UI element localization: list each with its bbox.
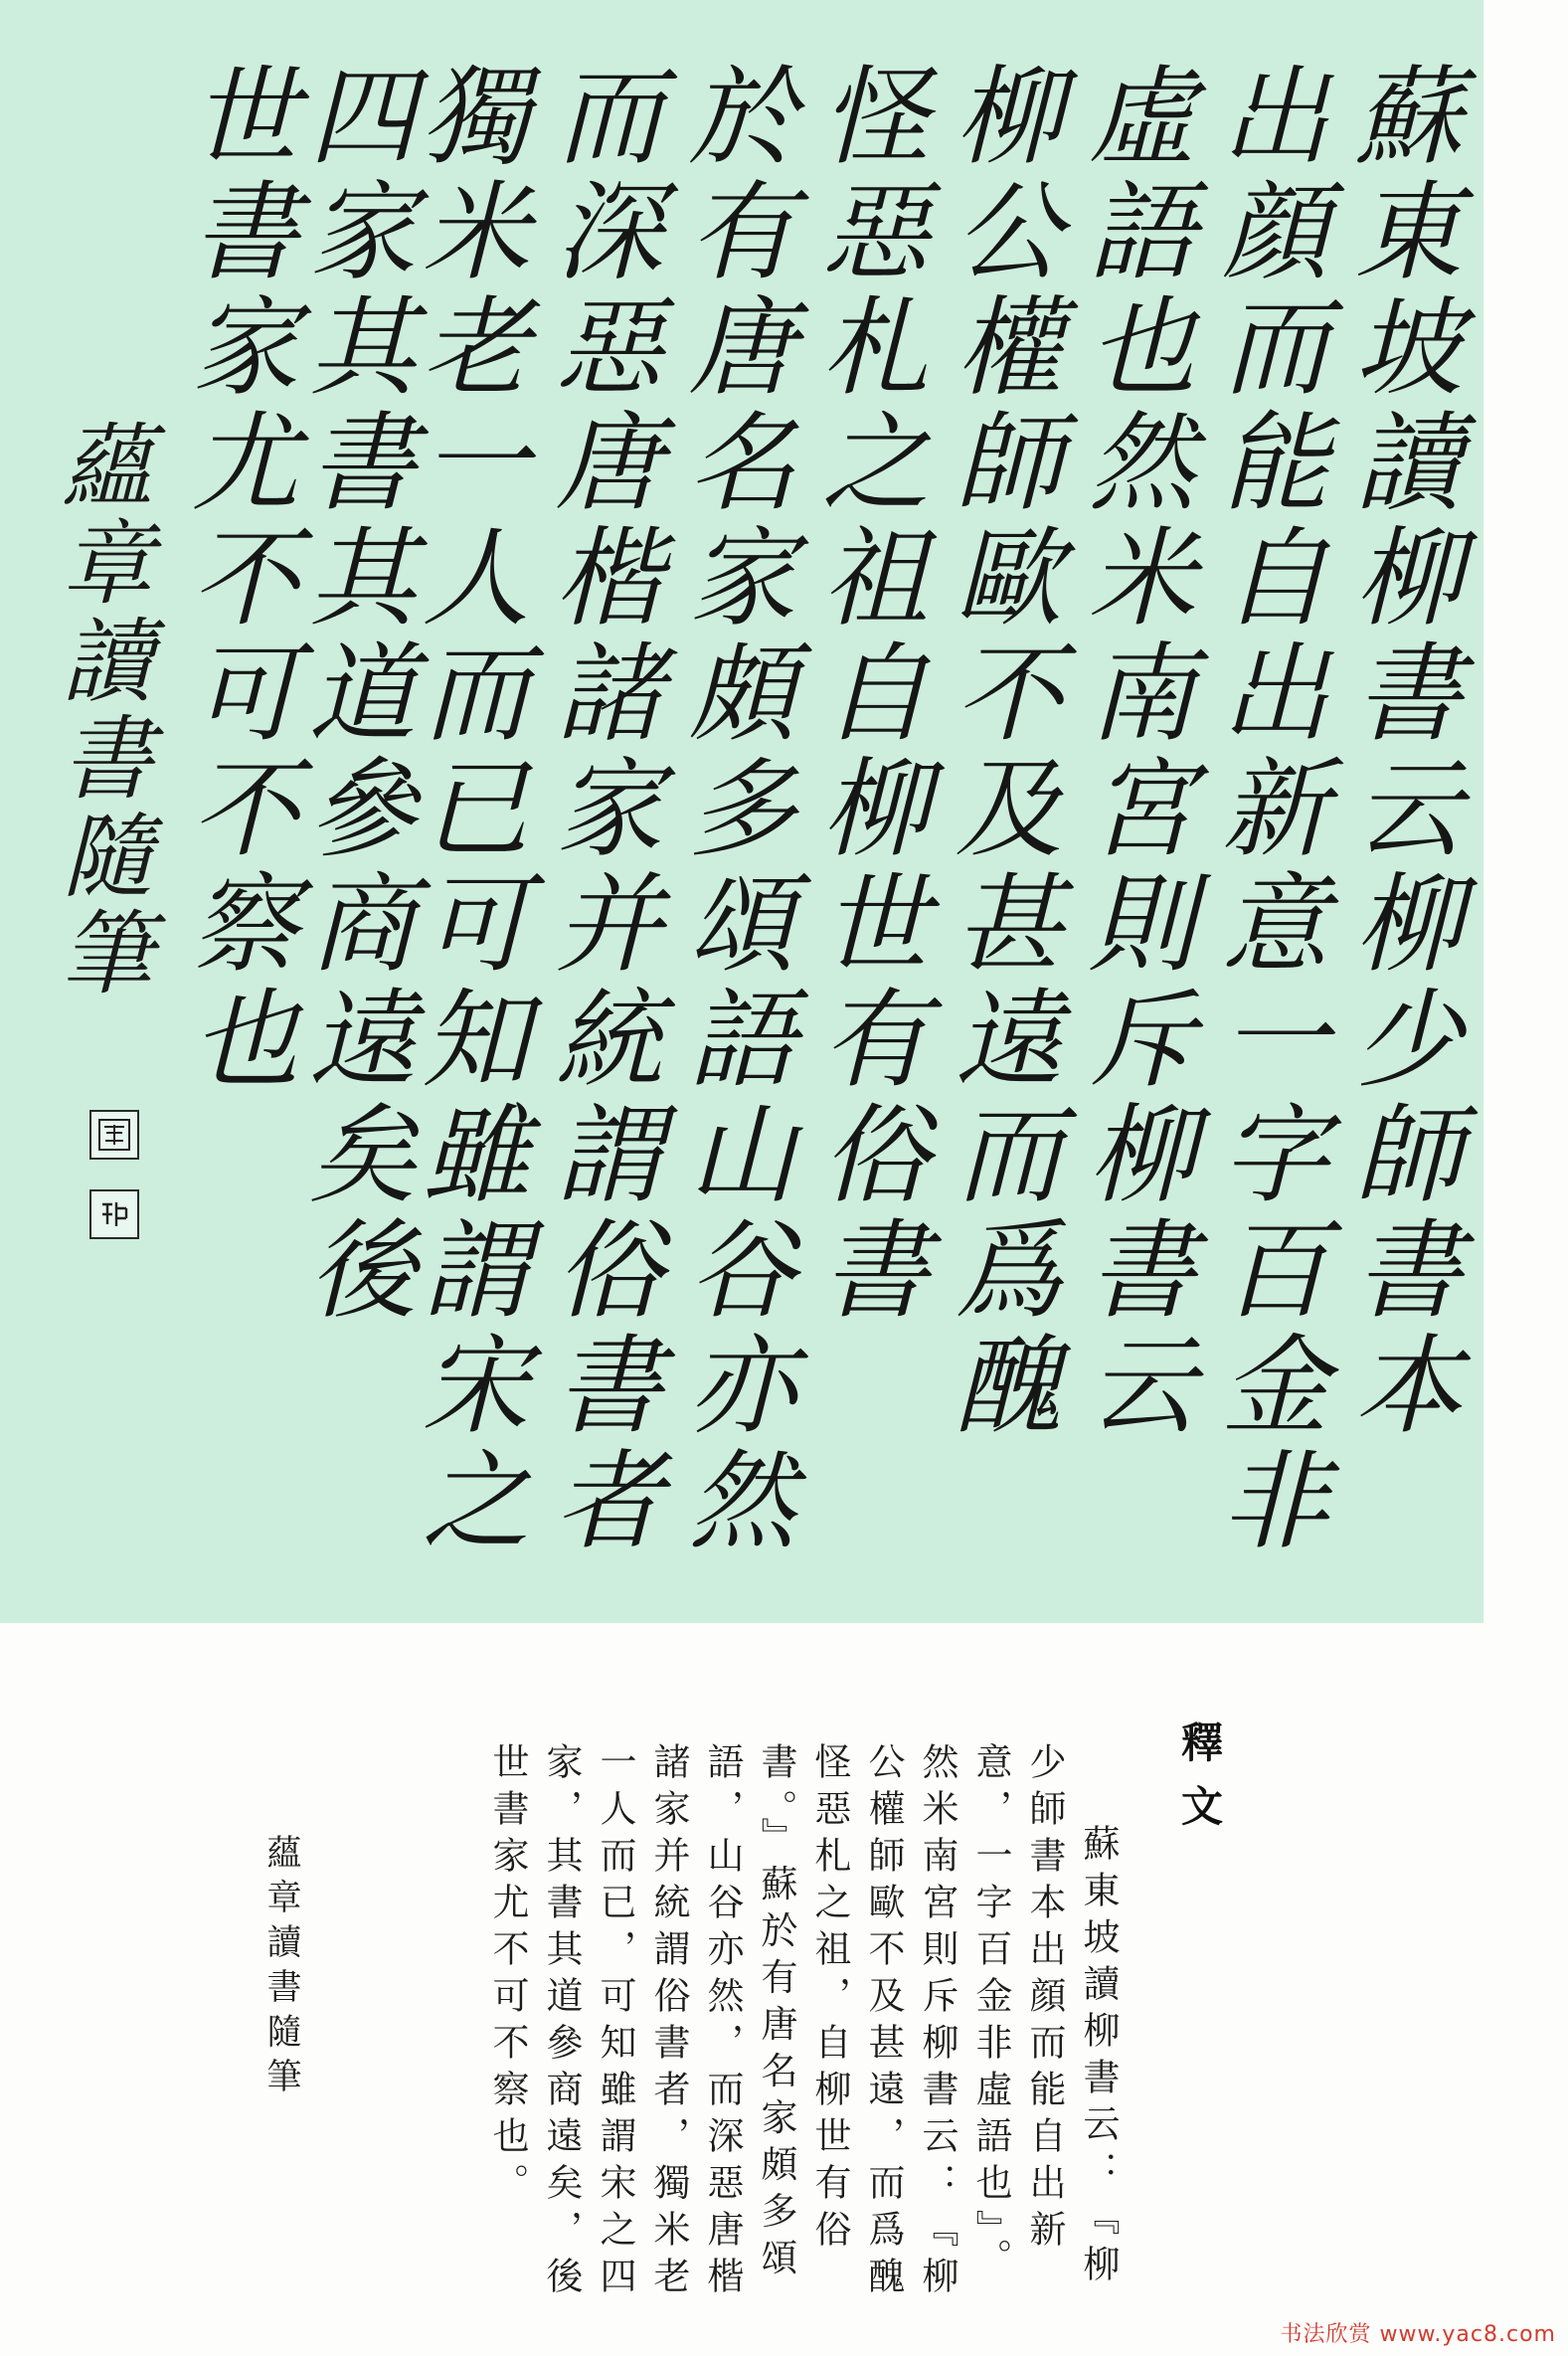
transcription-column: 公權師歐不及甚遠，而爲醜	[862, 1742, 905, 2303]
transcription-column: 諸家并統謂俗書者，獨米老	[647, 1742, 690, 2303]
transcription-column: 意，一字百金非虛語也』。	[969, 1742, 1012, 2285]
transcription-column: 一人而已，可知雖謂宋之四	[594, 1742, 636, 2303]
seal-stamp-icon	[89, 1189, 139, 1239]
calligraphy-column-3: 虛語也然米南宮則斥柳書云	[1070, 60, 1194, 1444]
calligraphy-column-9: 四家其書其道參商遠矣後	[290, 60, 415, 1329]
transcription-attribution: 蘊章讀書隨筆	[261, 1834, 301, 2102]
transcription-section	[0, 1623, 1568, 2356]
calligraphy-signature: 蘊章讀書隨筆	[47, 418, 153, 1002]
transcription-column: 然米南宮則斥柳書云：『柳	[916, 1742, 958, 2303]
calligraphy-column-1: 蘇東坡讀柳書云柳少師書本	[1336, 60, 1461, 1444]
calligraphy-column-7: 而深惡唐楷諸家并統謂俗書者	[537, 60, 661, 1559]
calligraphy-column-10: 世書家尤不可不察也	[173, 60, 297, 1098]
calligraphy-column-5: 怪惡札之祖自柳世有俗書	[803, 60, 928, 1329]
seal-stamp-icon	[89, 1110, 139, 1160]
transcription-column: 少師書本出顔而能自出新	[1023, 1742, 1066, 2257]
transcription-column: 語，山谷亦然，而深惡唐楷	[701, 1742, 744, 2303]
transcription-column: 世書家尤不可不察也。	[486, 1742, 529, 2210]
transcription-column: 書。』蘇於有唐名家頗多頌	[755, 1742, 797, 2285]
calligraphy-column-4: 柳公權師歐不及甚遠而爲醜	[937, 60, 1061, 1444]
calligraphy-column-2: 出顔而能自出新意一字百金非	[1203, 60, 1327, 1559]
site-watermark: 书法欣赏 www.yac8.com	[1280, 2322, 1556, 2347]
transcription-column: 蘇東坡讀柳書云：『柳	[1077, 1730, 1120, 2291]
transcription-heading: 釋文	[1175, 1721, 1224, 1848]
calligraphy-column-6: 於有唐名家頗多頌語山谷亦然	[670, 60, 794, 1559]
transcription-column: 家，其書其道參商遠矣，後	[540, 1742, 583, 2303]
transcription-column: 怪惡札之祖，自柳世有俗	[808, 1742, 851, 2257]
calligraphy-column-8: 獨米老一人而已可知雖謂宋之	[404, 60, 528, 1559]
